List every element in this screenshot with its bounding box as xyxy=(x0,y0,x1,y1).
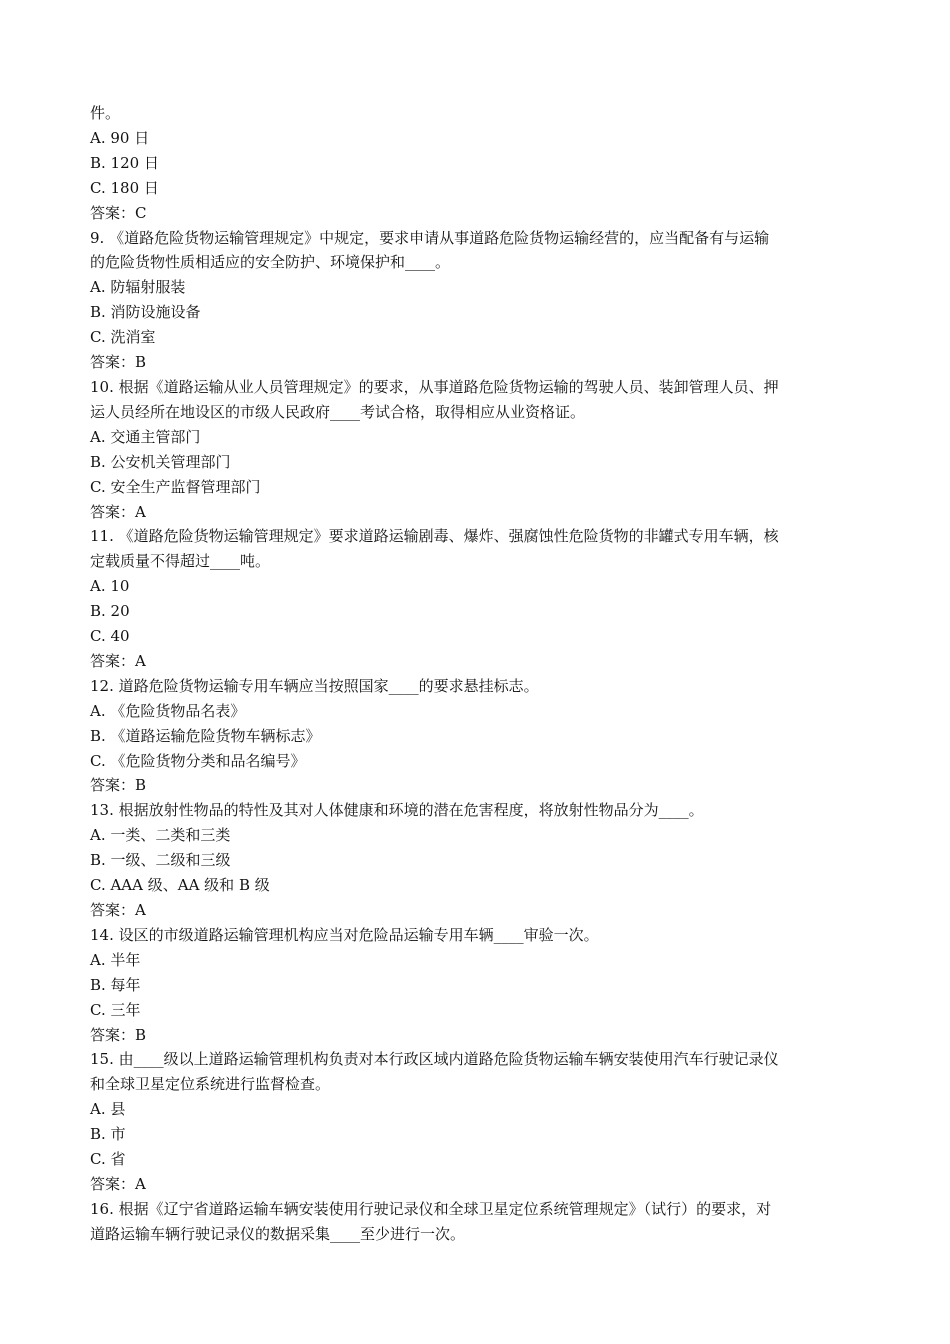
text-line: 答案：B xyxy=(90,1025,147,1044)
text-line: A. 90 日 xyxy=(90,128,150,147)
text-line: 15. 由____级以上道路运输管理机构负责对本行政区域内道路危险货物运输车辆安装使用汽车行驶记录仪 xyxy=(90,1050,779,1069)
text-line: 答案：A xyxy=(90,651,146,670)
text-line: 答案：B xyxy=(90,776,147,795)
text-line: A. 《危险货物品名表》 xyxy=(90,701,246,720)
text-line: 13. 根据放射性物品的特性及其对人体健康和环境的潜在危害程度，将放射性物品分为____。 xyxy=(90,801,704,820)
text-line: C. AAA 级、AA 级和 B 级 xyxy=(90,876,270,895)
text-line: A. 一类、二类和三类 xyxy=(90,826,231,845)
text-line: 答案：C xyxy=(90,203,147,222)
text-line: B. 20 xyxy=(90,602,130,621)
text-line: 运人员经所在地设区的市级人民政府____考试合格，取得相应从业资格证。 xyxy=(90,402,586,421)
text-line: C. 《危险货物分类和品名编号》 xyxy=(90,751,306,770)
text-line: 定载质量不得超过____吨。 xyxy=(90,552,271,571)
text-line: B. 每年 xyxy=(90,975,141,994)
text-line: 14. 设区的市级道路运输管理机构应当对危险品运输专用车辆____审验一次。 xyxy=(90,925,599,944)
text-line: 16. 根据《辽宁省道路运输车辆安装使用行驶记录仪和全球卫星定位系统管理规定》（试行）的要求，对 xyxy=(90,1199,772,1218)
text-line: 9. 《道路危险货物运输管理规定》中规定，要求申请从事道路危险货物运输经营的，应当配备有与运输 xyxy=(90,228,770,247)
text-line: 10. 根据《道路运输从业人员管理规定》的要求，从事道路危险货物运输的驾驶人员、装卸管理人员、押 xyxy=(90,377,779,396)
text-line: A. 交通主管部门 xyxy=(90,427,201,446)
text-line: 答案：A xyxy=(90,1174,146,1193)
text-line: C. 180 日 xyxy=(90,178,159,197)
document-page xyxy=(90,101,865,1247)
text-line: C. 洗消室 xyxy=(90,328,156,347)
text-line: B. 一级、二级和三级 xyxy=(90,851,231,870)
text-line: C. 省 xyxy=(90,1150,126,1169)
text-line: B. 公安机关管理部门 xyxy=(90,452,231,471)
text-line: B. 120 日 xyxy=(90,153,159,172)
text-line: 件。 xyxy=(90,104,121,122)
text-line: C. 安全生产监督管理部门 xyxy=(90,477,261,496)
text-line: C. 三年 xyxy=(90,1000,141,1019)
text-line: A. 县 xyxy=(90,1100,126,1119)
text-line: A. 10 xyxy=(90,577,130,596)
text-line: B. 市 xyxy=(90,1125,126,1144)
text-line: B. 消防设施设备 xyxy=(90,303,201,322)
text-line: A. 防辐射服装 xyxy=(90,278,186,297)
text-line: 答案：B xyxy=(90,353,147,372)
text-line: A. 半年 xyxy=(90,950,141,969)
text-line: 和全球卫星定位系统进行监督检查。 xyxy=(90,1075,331,1094)
text-line: B. 《道路运输危险货物车辆标志》 xyxy=(90,726,321,745)
text-line: 答案：A xyxy=(90,502,146,521)
text-line: C. 40 xyxy=(90,627,130,646)
text-line: 答案：A xyxy=(90,901,146,919)
text-line: 道路运输车辆行驶记录仪的数据采集____至少进行一次。 xyxy=(90,1224,466,1243)
text-line: 12. 道路危险货物运输专用车辆应当按照国家____的要求悬挂标志。 xyxy=(90,676,539,695)
text-line: 的危险货物性质相适应的安全防护、环境保护和____。 xyxy=(90,253,451,272)
text-line: 11. 《道路危险货物运输管理规定》要求道路运输剧毒、爆炸、强腐蚀性危险货物的非罐式专用车辆，核 xyxy=(90,527,779,546)
